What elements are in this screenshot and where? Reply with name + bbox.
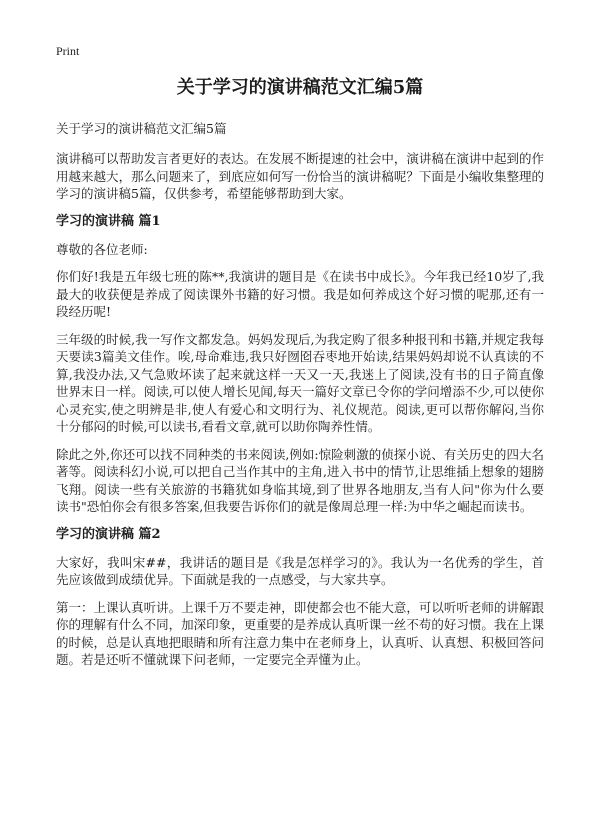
section-2-paragraph-2: 第一：上课认真听讲。上课千万不要走神，即使都会也不能大意，可以听听老师的讲解跟你的理解有什么不同，加深印象，更重要的是养成认真听课一丝不苟的好习惯。我在上课的时候，总是认真地把眼睛和所有注意力集中在老师身上，认真听、认真想、积极回答问题。若是还听不懂就课下问老师，一定要完全弄懂为止。 bbox=[56, 599, 544, 667]
intro-paragraph: 演讲稿可以帮助发言者更好的表达。在发展不断提速的社会中，演讲稿在演讲中起到的作用越来越大，那么问题来了，到底应如何写一份恰当的演讲稿呢？下面是小编收集整理的学习的演讲稿5篇，仅供参考，希望能够帮助到大家。 bbox=[56, 151, 544, 201]
section-1-paragraph-1: 你们好!我是五年级七班的陈**,我演讲的题目是《在读书中成长》。今年我已经10岁了,我最大的收获便是养成了阅读课外书籍的好习惯。我是如何养成这个好习惯的呢那,还有一段经历呢! bbox=[56, 269, 544, 319]
page-title: 关于学习的演讲稿范文汇编5篇 bbox=[176, 77, 424, 98]
salutation: 尊敬的各位老师: bbox=[56, 241, 148, 257]
print-link[interactable]: Print bbox=[56, 44, 80, 58]
section-heading-1: 学习的演讲稿 篇1 bbox=[56, 213, 161, 229]
section-1-paragraph-3: 除此之外,你还可以找不同种类的书来阅读,例如:惊险刺激的侦探小说、有关历史的四大名著等。阅读科幻小说,可以把自己当作其中的主角,进入书中的情节,让思维插上想象的翅膀飞翔。阅读一些有关旅游的书籍犹如身临其境,到了世界各地朋友,当有人问"你为什么要读书"恐怕你会有很多答案,但我要告诉你们的就是像周总理一样:为中华之崛起而读书。 bbox=[56, 446, 544, 514]
section-1-paragraph-2: 三年级的时候,我一写作文都发急。妈妈发现后,为我定购了很多种报刊和书籍,并规定我每天要读3篇美文佳作。唉,母命难违,我只好囫囵吞枣地开始读,结果妈妈却说不认真读的不算,我没办法,又气急败坏读了起来就这样一天又一天,我迷上了阅读,没有书的日子简直像世界末日一样。阅读,可以使人增长见闻,每天一篇好文章已令你的学问增添不少,可以使你心灵充实,使之明辨是非,使人有爱心和文明行为、礼仪规范。阅读,更可以帮你解闷,当你十分郁闷的时候,可以读书,看看文章,就可以助你陶养性情。 bbox=[56, 331, 544, 434]
section-2-paragraph-1: 大家好，我叫宋##，我讲话的题目是《我是怎样学习的》。我认为一名优秀的学生，首先应该做到成绩优异。下面就是我的一点感受，与大家共享。 bbox=[56, 554, 544, 587]
article-body bbox=[56, 150, 544, 679]
document-subtitle: 关于学习的演讲稿范文汇编5篇 bbox=[56, 121, 227, 136]
section-heading-2: 学习的演讲稿 篇2 bbox=[56, 526, 161, 542]
